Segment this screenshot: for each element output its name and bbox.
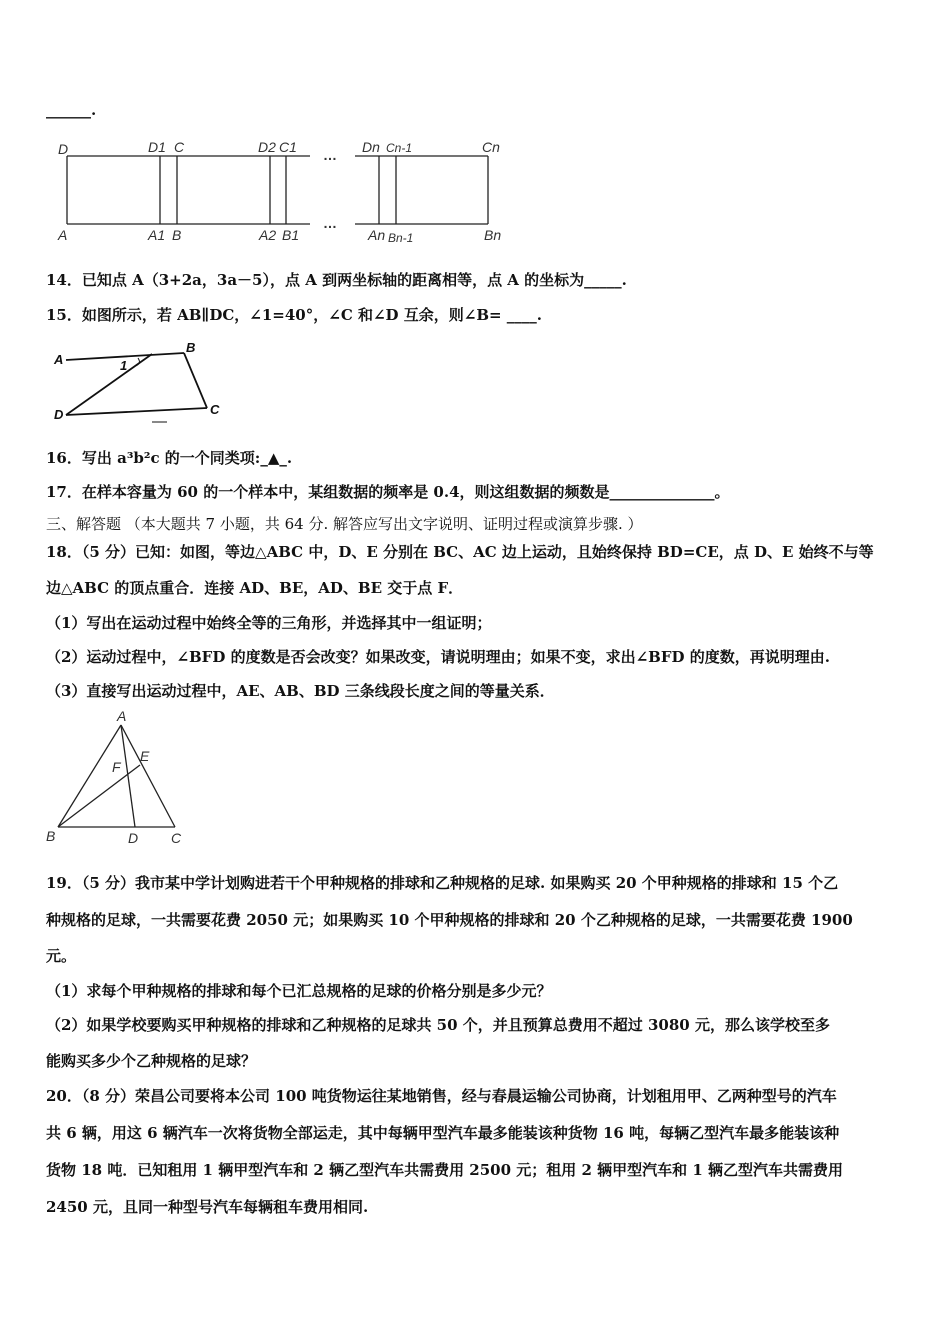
label-Bn-1: Bn-1 xyxy=(388,231,414,245)
label-F: F xyxy=(112,759,121,775)
label-B1: B1 xyxy=(282,227,300,243)
label-A2: A2 xyxy=(259,227,277,243)
question-19-line3: 元。 xyxy=(46,947,77,965)
question-19-line1: 19．（5 分）我市某中学计划购进若干个甲种规格的排球和乙种规格的足球. 如果购买 20 个甲种规格的排球和 15 个乙 xyxy=(46,874,839,892)
figure-trapezoid xyxy=(52,340,232,428)
label-Cn-1: Cn-1 xyxy=(386,141,413,155)
label-Dn: Dn xyxy=(362,139,380,155)
label-B: B xyxy=(46,828,56,844)
label-C1: C1 xyxy=(279,139,297,155)
label-A: A xyxy=(58,227,68,243)
label-D1: D1 xyxy=(148,139,166,155)
label-angle-1: 1 xyxy=(120,358,128,373)
question-18-part2: （2）运动过程中，∠BFD 的度数是否会改变？如果改变，请说明理由；如果不变，求出∠BFD 的度数，再说明理由. xyxy=(46,648,830,666)
figure-rectangles xyxy=(50,136,510,250)
label-An: An xyxy=(368,227,386,243)
question-14: 14．已知点 A（3+2a，3a－5），点 A 到两坐标轴的距离相等，点 A 的坐标为_____. xyxy=(46,271,627,289)
question-16: 16．写出 a³b²c 的一个同类项:_▲_. xyxy=(46,449,293,467)
label-D: D xyxy=(58,141,69,157)
label-E: E xyxy=(140,748,150,764)
label-B: B xyxy=(172,227,182,243)
figure-triangle xyxy=(40,705,200,850)
label-B: B xyxy=(186,340,196,355)
question-19-line2: 种规格的足球，一共需要花费 2050 元；如果购买 10 个甲种规格的排球和 20 个乙种规格的足球，一共需要花费 1900 xyxy=(46,911,853,929)
question-19-part2b: 能购买多少个乙种规格的足球？ xyxy=(46,1052,257,1070)
question-20-line4: 2450 元，且同一种型号汽车每辆租车费用相同. xyxy=(46,1198,369,1216)
question-20-line3: 货物 18 吨．已知租用 1 辆甲型汽车和 2 辆乙型汽车共需费用 2500 元；租用 2 辆甲型汽车和 1 辆乙型汽车共需费用 xyxy=(46,1161,844,1179)
question-19-part1: （1）求每个甲种规格的排球和每个已汇总规格的足球的价格分别是多少元？ xyxy=(46,982,552,1000)
label-A1: A1 xyxy=(148,227,166,243)
label-D: D xyxy=(128,830,139,846)
question-18-part1: （1）写出在运动过程中始终全等的三角形，并选择其中一组证明； xyxy=(46,614,492,632)
label-Cn: Cn xyxy=(482,139,500,155)
question-18-line2: 边△ABC 的顶点重合．连接 AD、BE，AD、BE 交于点 F． xyxy=(46,579,464,597)
answer-blank-13: ______. xyxy=(46,101,97,119)
question-17: 17．在样本容量为 60 的一个样本中，某组数据的频率是 0.4，则这组数据的频数是______________。 xyxy=(46,483,730,501)
question-20-line1: 20．（8 分）荣昌公司要将本公司 100 吨货物运往某地销售，经与春晨运输公司协商，计划租用甲、乙两种型号的汽车 xyxy=(46,1087,837,1105)
question-18-part3: （3）直接写出运动过程中，AE、AB、BD 三条线段长度之间的等量关系． xyxy=(46,682,555,700)
label-D: D xyxy=(54,407,64,422)
question-19-part2a: （2）如果学校要购买甲种规格的排球和乙种规格的足球共 50 个，并且预算总费用不超过 3080 元，那么该学校至多 xyxy=(46,1016,830,1034)
label-C: C xyxy=(174,139,185,155)
section-3-heading: 三、解答题 （本大题共 7 小题，共 64 分. 解答应写出文字说明、证明过程或演算步骤. ） xyxy=(46,515,643,533)
question-18-line1: 18．（5 分）已知：如图，等边△ABC 中，D、E 分别在 BC、AC 边上运动，且始终保持 BD=CE，点 D、E 始终不与等 xyxy=(46,543,874,561)
label-D2: D2 xyxy=(258,139,276,155)
label-dots-bottom: … xyxy=(323,215,337,231)
question-20-line2: 共 6 辆，用这 6 辆汽车一次将货物全部运走，其中每辆甲型汽车最多能装该种货物 16 吨，每辆乙型汽车最多能装该种 xyxy=(46,1124,840,1142)
label-C: C xyxy=(171,830,182,846)
label-A: A xyxy=(117,708,127,724)
label-dots-top: … xyxy=(323,147,337,163)
question-15: 15．如图所示，若 AB∥DC，∠1=40°，∠C 和∠D 互余，则∠B= ____. xyxy=(46,306,543,324)
label-A: A xyxy=(54,352,64,367)
label-C: C xyxy=(210,402,220,417)
label-Bn: Bn xyxy=(484,227,502,243)
